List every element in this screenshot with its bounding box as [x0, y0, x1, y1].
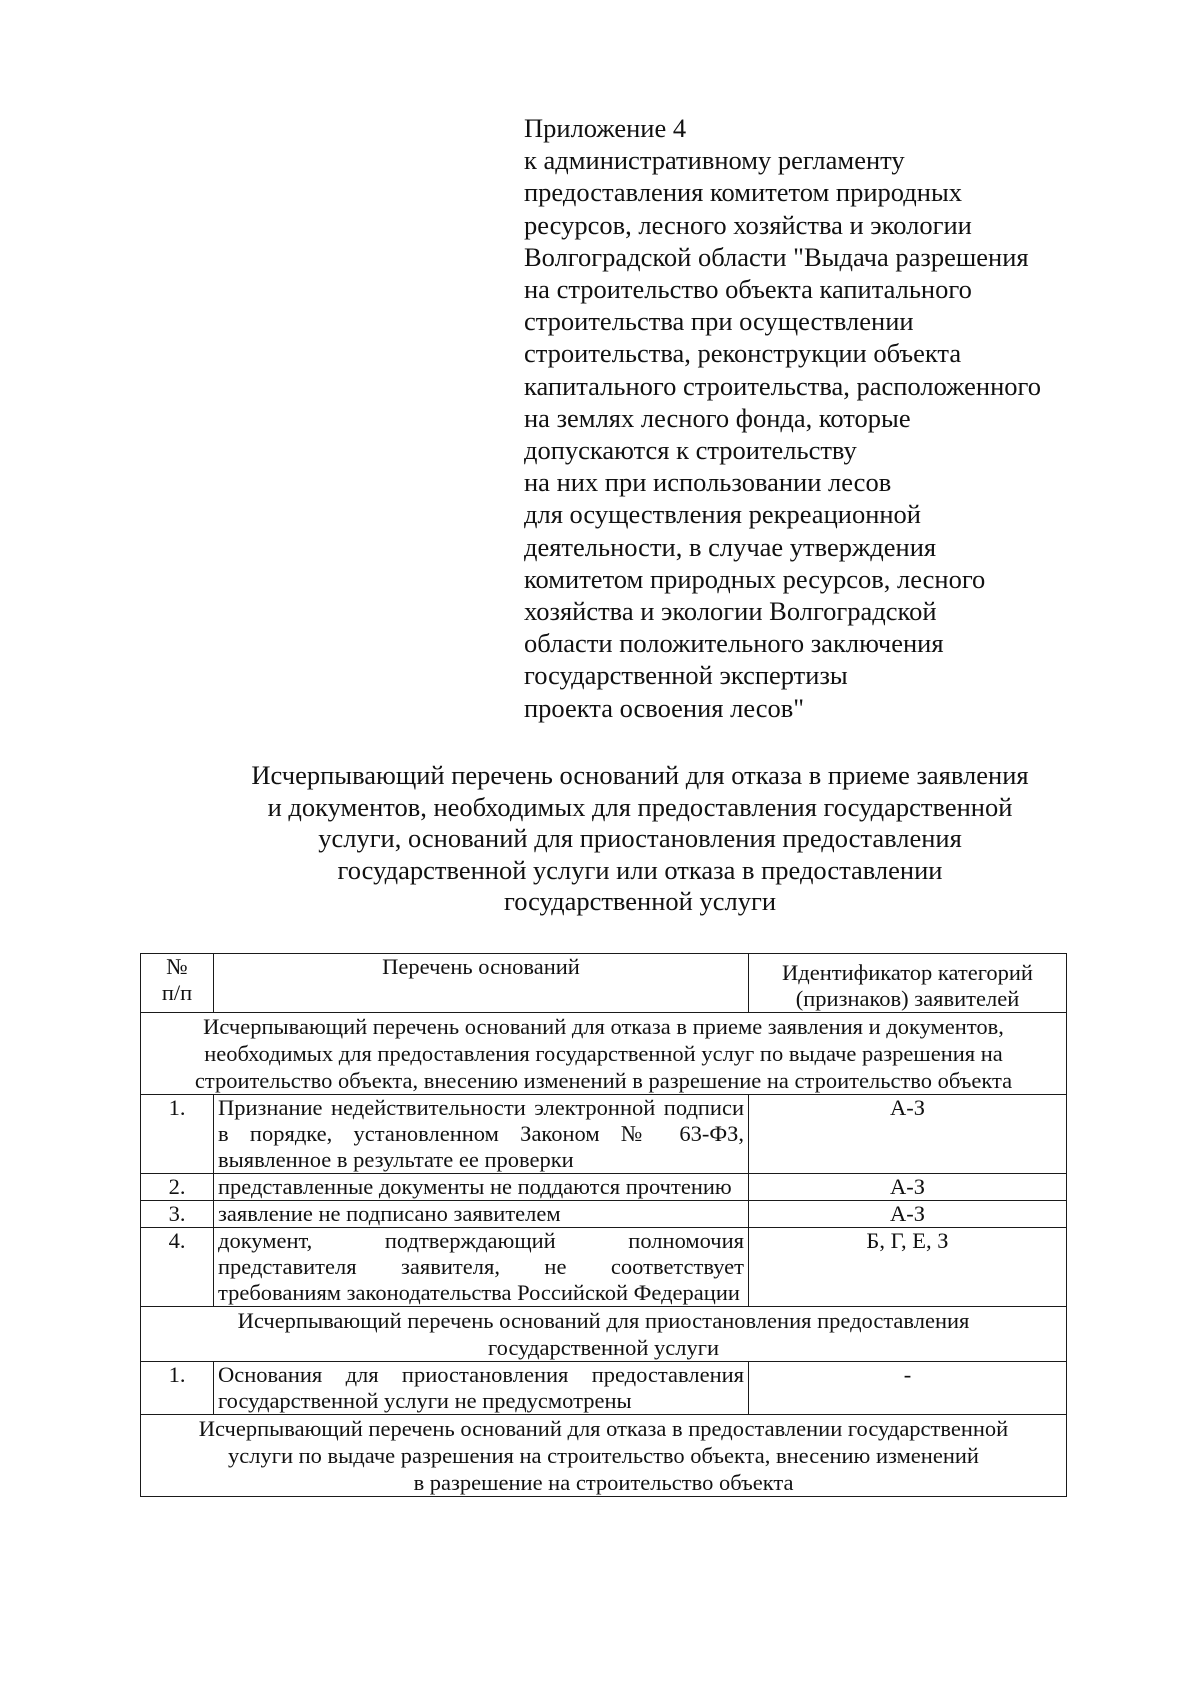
document-heading	[150, 760, 1130, 918]
row-ident: А-З	[749, 1095, 1067, 1174]
row-reason: представленные документы не поддаются прочтению	[214, 1174, 749, 1201]
appendix-line: строительства при осуществлении	[524, 306, 914, 337]
appendix-line: на них при использовании лесов	[524, 467, 892, 498]
appendix-line: хозяйства и экологии Волгоградской	[524, 596, 937, 627]
row-ident: Б, Г, Е, З	[749, 1228, 1067, 1307]
appendix-line: деятельности, в случае утверждения	[524, 531, 937, 562]
table-row	[141, 1228, 1067, 1307]
table-row	[141, 1095, 1067, 1174]
appendix-line: государственной экспертизы	[524, 660, 848, 691]
row-reason: Признание недействительности электронной подписи в порядке, установленном Законом № 63-ФЗ, выявленное в результате ее проверки	[214, 1095, 749, 1174]
appendix-line: ресурсов, лесного хозяйства и экологии	[524, 209, 972, 240]
header-ident-line2: (признаков) заявителей	[795, 986, 1020, 1011]
row-reason: заявление не подписано заявителем	[214, 1201, 749, 1228]
appendix-block	[524, 112, 1144, 724]
row-num: 1.	[141, 1095, 214, 1174]
heading-line: услуги, оснований для приостановления предоставления	[318, 823, 962, 853]
header-reason: Перечень оснований	[214, 954, 749, 1013]
section-title-line: необходимых для предоставления государственной услуг по выдаче разрешения на	[204, 1041, 1003, 1066]
heading-line: и документов, необходимых для предоставления государственной	[267, 791, 1013, 822]
appendix-line: Волгоградской области "Выдача разрешения	[524, 241, 1029, 272]
section-title-line: в разрешение на строительство объекта	[413, 1470, 794, 1495]
header-num-line1: №	[166, 954, 188, 979]
section-title-line: Исчерпывающий перечень оснований для приостановления предоставления	[237, 1308, 970, 1333]
section-title	[141, 1415, 1067, 1497]
appendix-line: Приложение 4	[524, 113, 687, 143]
appendix-line: к административному регламенту	[524, 145, 905, 176]
row-ident: А-З	[749, 1201, 1067, 1228]
section-title-line: государственной услуги	[488, 1335, 719, 1360]
header-ident-line1: Идентификатор категорий	[782, 960, 1033, 985]
table-row	[141, 1174, 1067, 1201]
appendix-line: предоставления комитетом природных	[524, 177, 963, 208]
section-title	[141, 1307, 1067, 1362]
row-num: 3.	[141, 1201, 214, 1228]
appendix-line: комитетом природных ресурсов, лесного	[524, 563, 986, 594]
section-title	[141, 1013, 1067, 1095]
appendix-line: области положительного заключения	[524, 628, 944, 659]
row-num: 4.	[141, 1228, 214, 1307]
heading-line: государственной услуги или отказа в предоставлении	[337, 854, 943, 885]
appendix-line: строительства, реконструкции объекта	[524, 338, 962, 369]
appendix-line: капитального строительства, расположенного	[524, 370, 1041, 401]
row-num: 2.	[141, 1174, 214, 1201]
header-ident	[749, 954, 1067, 1013]
header-num-line2: п/п	[161, 980, 193, 1005]
appendix-line: на строительство объекта капитального	[524, 274, 972, 305]
section-title-line: строительство объекта, внесению изменений в разрешение на строительство объекта	[194, 1068, 1013, 1093]
appendix-line: на землях лесного фонда, которые	[524, 402, 911, 433]
header-num	[141, 954, 214, 1013]
section-title-row	[141, 1307, 1067, 1362]
section-title-line: Исчерпывающий перечень оснований для отказа в приеме заявления и документов,	[203, 1014, 1004, 1039]
row-reason: документ, подтверждающий полномочия представителя заявителя, не соответствует требованиям законодательства Российской Федерации	[214, 1228, 749, 1307]
section-title-line: услуги по выдаче разрешения на строительство объекта, внесению изменений	[228, 1443, 979, 1468]
section-title-line: Исчерпывающий перечень оснований для отказа в предоставлении государственной	[198, 1416, 1009, 1441]
appendix-line: допускаются к строительству	[524, 435, 857, 466]
row-ident: А-З	[749, 1174, 1067, 1201]
section-title-row	[141, 1013, 1067, 1095]
heading-line: Исчерпывающий перечень оснований для отказа в приеме заявления	[251, 760, 1029, 790]
row-ident: -	[749, 1362, 1067, 1415]
section-title-row	[141, 1415, 1067, 1497]
appendix-line: проекта освоения лесов"	[524, 692, 805, 723]
table-row	[141, 1201, 1067, 1228]
table-header-row	[141, 954, 1067, 1013]
heading-line: государственной услуги	[503, 886, 777, 916]
table-row	[141, 1362, 1067, 1415]
grounds-table	[140, 953, 1067, 1497]
row-num: 1.	[141, 1362, 214, 1415]
row-reason: Основания для приостановления предоставления государственной услуги не предусмотрены	[214, 1362, 749, 1415]
appendix-line: для осуществления рекреационной	[524, 499, 921, 530]
